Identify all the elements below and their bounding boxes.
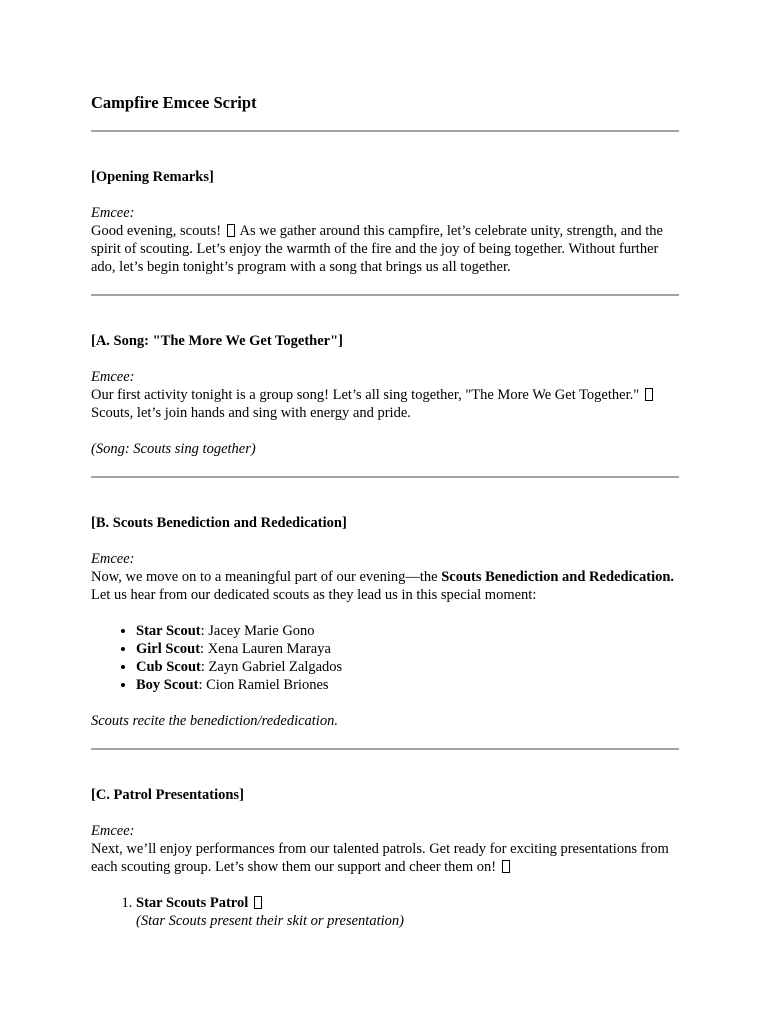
stage-note: (Song: Scouts sing together) bbox=[91, 441, 256, 457]
scout-name: : Jacey Marie Gono bbox=[200, 623, 315, 639]
scout-list bbox=[91, 622, 679, 694]
section-song bbox=[91, 332, 679, 458]
emcee-label: Emcee: bbox=[91, 369, 135, 385]
missing-glyph-icon bbox=[227, 224, 235, 237]
section-text bbox=[91, 840, 679, 876]
section-patrol-presentations bbox=[91, 786, 679, 930]
section-opening-remarks bbox=[91, 168, 679, 276]
document-title: Campfire Emcee Script bbox=[91, 93, 257, 112]
emcee-label: Emcee: bbox=[91, 551, 135, 567]
patrol-subtitle: (Star Scouts present their skit or presentation) bbox=[136, 913, 404, 929]
section-benediction bbox=[91, 514, 679, 730]
list-item bbox=[136, 894, 679, 930]
text-part: Next, we’ll enjoy performances from our talented patrols. Get ready for exciting presentations from each scouting group. Let’s show them our support and cheer them on! bbox=[91, 841, 669, 875]
scout-name: : Xena Lauren Maraya bbox=[200, 641, 331, 657]
missing-glyph-icon bbox=[502, 860, 510, 873]
emcee-label: Emcee: bbox=[91, 823, 135, 839]
list-item bbox=[136, 640, 679, 658]
text-part: Now, we move on to a meaningful part of our evening—the bbox=[91, 569, 442, 585]
list-item bbox=[136, 658, 679, 676]
section-text bbox=[91, 568, 679, 604]
text-part: Scouts, let’s join hands and sing with energy and pride. bbox=[91, 405, 411, 421]
section-text bbox=[91, 222, 679, 276]
scout-role: Boy Scout bbox=[136, 677, 199, 693]
section-text bbox=[91, 386, 679, 422]
scout-role: Cub Scout bbox=[136, 659, 201, 675]
scout-role: Girl Scout bbox=[136, 641, 201, 657]
missing-glyph-icon bbox=[645, 388, 653, 401]
patrol-title: Star Scouts Patrol bbox=[136, 895, 249, 911]
scout-role: Star Scout bbox=[136, 623, 201, 639]
list-item bbox=[136, 676, 679, 694]
scout-name: : Zayn Gabriel Zalgados bbox=[200, 659, 343, 675]
text-part: As we gather around this campfire, let’s celebrate unity, strength, and the spirit of scouting. Let’s enjoy the warmth of the fire and the joy of being together. Without further ado, let’s begin tonight’s program with a song that brings us all together. bbox=[91, 223, 663, 275]
section-divider bbox=[91, 476, 679, 478]
document-body bbox=[91, 92, 679, 930]
text-part: Let us hear from our dedicated scouts as they lead us in this special moment: bbox=[91, 587, 537, 603]
text-part: Good evening, scouts! bbox=[91, 223, 222, 239]
missing-glyph-icon bbox=[254, 896, 262, 909]
scout-name: : Cion Ramiel Briones bbox=[198, 677, 329, 693]
emcee-label: Emcee: bbox=[91, 205, 135, 221]
text-bold: Scouts Benediction and Rededication. bbox=[441, 569, 675, 585]
section-heading: [B. Scouts Benediction and Rededication] bbox=[91, 515, 347, 531]
section-divider bbox=[91, 748, 679, 750]
section-divider bbox=[91, 294, 679, 296]
section-heading: [A. Song: "The More We Get Together"] bbox=[91, 333, 343, 349]
text-part: Our first activity tonight is a group song! Let’s all sing together, "The More We Get Together." bbox=[91, 387, 640, 403]
title-divider bbox=[91, 130, 679, 132]
section-heading: [Opening Remarks] bbox=[91, 169, 214, 185]
section-heading: [C. Patrol Presentations] bbox=[91, 787, 244, 803]
stage-note: Scouts recite the benediction/rededication. bbox=[91, 713, 338, 729]
list-item bbox=[136, 622, 679, 640]
patrol-list bbox=[91, 894, 679, 930]
